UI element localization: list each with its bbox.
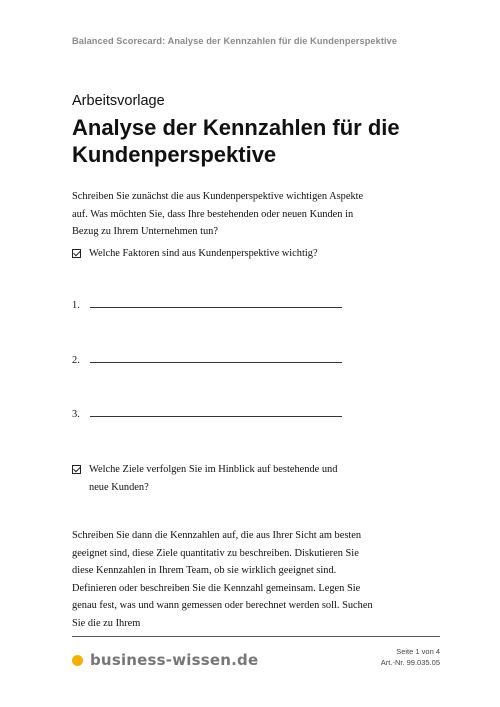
question-factors	[72, 245, 318, 263]
checkbox-checked-icon	[72, 465, 81, 474]
brand-name: business-wissen.de	[90, 651, 259, 669]
answer-underline	[90, 408, 342, 417]
answer-line-3	[72, 408, 342, 420]
footer-meta	[340, 646, 440, 668]
answer-number: 2.	[72, 355, 80, 366]
answer-line-1	[72, 299, 342, 311]
answer-number: 1.	[72, 300, 80, 311]
intro-paragraph: Schreiben Sie zunächst die aus Kundenperspektive wichtigen Aspekte auf. Was möchten Sie, dass Ihre bestehenden oder neuen Kunden in Bezug zu Ihrem Unternehmen tun?	[72, 191, 364, 237]
answer-underline	[90, 354, 342, 363]
question-goals-text: Welche Ziele verfolgen Sie im Hinblick auf bestehende und neue Kunden?	[89, 464, 338, 493]
answer-line-2	[72, 354, 342, 366]
page-number: Seite 1 von 4	[396, 647, 440, 656]
brand-logo	[72, 651, 258, 669]
answer-underline	[90, 299, 342, 308]
question-factors-text: Welche Faktoren sind aus Kundenperspektive wichtig?	[89, 248, 318, 259]
article-number: Art.-Nr. 99.035.05	[380, 658, 440, 667]
instruction-paragraph: Schreiben Sie dann die Kennzahlen auf, die aus Ihrer Sicht am besten geeignet sind, diese Ziele quantitativ zu beschreiben. Diskutieren Sie diese Kennzahlen in Ihrem Team, ob sie wirklich geeignet sind. Definieren oder beschreiben Sie die Kennzahl gemeinsam. Legen Sie genau fest, was und wann gemessen oder berechnet werden soll. Suchen Sie die zu Ihrem	[72, 530, 373, 629]
running-header: Balanced Scorecard: Analyse der Kennzahlen für die Kundenperspektive	[72, 36, 398, 46]
answer-number: 3.	[72, 409, 80, 420]
brand-dot-icon	[72, 655, 83, 666]
footer-divider	[72, 636, 440, 637]
page-title: Analyse der Kennzahlen für die Kundenperspektive	[72, 115, 400, 167]
checkbox-checked-icon	[72, 249, 81, 258]
question-goals	[72, 461, 352, 496]
document-kicker: Arbeitsvorlage	[72, 93, 165, 109]
